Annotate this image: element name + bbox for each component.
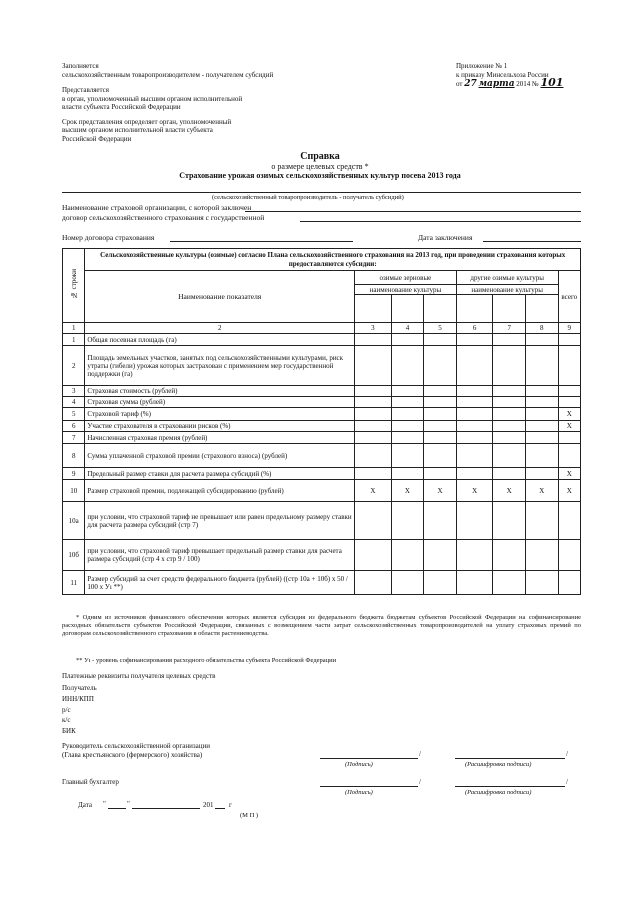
producer-caption: (сельскохозяйственный товаропроизводитель - получатель субсидий)	[212, 194, 404, 201]
value-cell[interactable]	[424, 540, 457, 571]
value-cell[interactable]	[424, 408, 457, 421]
accountant-signature-caption: (Подпись)	[345, 789, 373, 796]
value-cell[interactable]	[525, 334, 558, 346]
excluded-cell-mark: X	[456, 480, 493, 502]
value-cell[interactable]	[391, 571, 424, 595]
doc-subtitle: о размере целевых средств *	[271, 162, 369, 171]
table-row	[63, 408, 581, 421]
table-row	[63, 432, 581, 444]
accountant-label: Главный бухгалтер	[62, 778, 119, 786]
table-row	[63, 444, 581, 468]
row-number: 7	[63, 432, 85, 444]
slash: /	[419, 750, 421, 758]
value-cell[interactable]	[525, 432, 558, 444]
deadline-1: Срок представления определяет орган, уполномоченный	[62, 117, 232, 126]
row-number: 1	[63, 334, 85, 346]
value-cell[interactable]	[456, 386, 493, 397]
excluded-cell-mark: X	[558, 421, 580, 432]
value-cell[interactable]	[456, 334, 493, 346]
value-cell[interactable]	[391, 421, 424, 432]
value-cell[interactable]	[355, 408, 392, 421]
value-cell[interactable]	[391, 468, 424, 480]
submit-to-1: в орган, уполномоченный высшим органом исполнительной	[62, 94, 243, 103]
row-number: 10б	[63, 540, 85, 571]
year-label: 2014 №	[516, 80, 539, 88]
table-row	[63, 334, 581, 346]
value-cell[interactable]	[424, 468, 457, 480]
order-date-line	[456, 76, 606, 89]
header-right	[456, 62, 606, 89]
value-cell[interactable]	[558, 502, 580, 540]
value-cell[interactable]	[558, 540, 580, 571]
value-cell[interactable]	[456, 397, 493, 408]
year-prefix: 201	[203, 801, 214, 809]
excluded-cell-mark: X	[391, 480, 424, 502]
excluded-cell-mark: X	[558, 408, 580, 421]
row-indicator: Начисленная страховая премия (рублей)	[85, 432, 355, 444]
col-number: 8	[525, 323, 558, 334]
value-cell[interactable]	[391, 334, 424, 346]
value-cell[interactable]	[558, 346, 580, 386]
row-number: 3	[63, 386, 85, 397]
quote: "	[103, 800, 106, 808]
fill-by: сельскохозяйственным товаропроизводителем - получателем субсидий	[62, 70, 274, 79]
table-row	[63, 421, 581, 432]
value-cell[interactable]	[456, 408, 493, 421]
excluded-cell-mark: X	[493, 480, 526, 502]
row-indicator: Участие страхователя в страховании рисков (%)	[85, 421, 355, 432]
value-cell[interactable]	[355, 386, 392, 397]
value-cell[interactable]	[525, 571, 558, 595]
value-cell[interactable]	[355, 346, 392, 386]
appendix-label: Приложение № 1	[456, 62, 508, 70]
value-cell[interactable]	[493, 408, 526, 421]
insurer-line-1[interactable]	[245, 211, 581, 212]
head-label-1: Руководитель сельскохозяйственной организации	[62, 742, 210, 750]
value-cell[interactable]	[424, 346, 457, 386]
value-cell[interactable]	[391, 432, 424, 444]
value-cell[interactable]	[424, 444, 457, 468]
value-cell[interactable]	[355, 397, 392, 408]
head-signature-caption: (Подпись)	[345, 761, 373, 768]
row-indicator: Общая посевная площадь (га)	[85, 334, 355, 346]
row-number: 8	[63, 444, 85, 468]
inn-label: ИНН/КПП	[62, 695, 94, 703]
crop-name-header-2: наименование культуры	[456, 285, 558, 295]
value-cell[interactable]	[424, 421, 457, 432]
table-row	[63, 346, 581, 386]
value-cell[interactable]	[525, 540, 558, 571]
value-cell[interactable]	[558, 397, 580, 408]
col-number: 2	[85, 323, 355, 334]
excluded-cell-mark: X	[525, 480, 558, 502]
subsidy-table	[62, 248, 581, 595]
deadline-3: Российской Федерации	[62, 134, 132, 143]
value-cell[interactable]	[558, 571, 580, 595]
row-number: 2	[63, 346, 85, 386]
row-indicator: при условии, что страховой тариф превышает предельный размер ставки для расчета размера субсидий (стр 4 х стр 9 / 100)	[85, 540, 355, 571]
value-cell[interactable]	[355, 334, 392, 346]
footnote-1: * Одним из источников финансового обеспечения которых является субсидия из федерального бюджета бюджетам субъектов Российской Федерации на софинансирование расходных обязательств субъектов Российской Федерации, связанных с возмещением части затрат сельскохозяйственных товаропроизводителей на уплату страховых премий по договорам сельскохозяйственного страхования в области растениеводства.	[62, 614, 581, 637]
row-indicator: Страховая стоимость (рублей)	[85, 386, 355, 397]
producer-line[interactable]	[62, 192, 581, 193]
excluded-cell-mark: X	[558, 480, 580, 502]
slash: /	[566, 750, 568, 758]
value-cell[interactable]	[391, 408, 424, 421]
contract-date-label: Дата заключения	[418, 233, 473, 242]
other-winter-header: другие озимые культуры	[456, 271, 558, 285]
row-indicator: Страховой тариф (%)	[85, 408, 355, 421]
value-cell[interactable]	[525, 421, 558, 432]
rs-label: р/с	[62, 706, 71, 714]
value-cell[interactable]	[456, 502, 493, 540]
year-suffix: г	[229, 801, 232, 809]
value-cell[interactable]	[424, 397, 457, 408]
contract-date-line[interactable]	[483, 241, 581, 242]
accountant-decode-caption: (Расшифровка подписи)	[465, 789, 532, 796]
value-cell[interactable]	[493, 502, 526, 540]
value-cell[interactable]	[424, 334, 457, 346]
fill-label: Заполняется	[62, 62, 99, 70]
crop-cell[interactable]	[456, 295, 493, 323]
value-cell[interactable]	[558, 334, 580, 346]
value-cell[interactable]	[493, 421, 526, 432]
row-indicator: Сумма уплаченной страховой премии (страхового взноса) (рублей)	[85, 444, 355, 468]
value-cell[interactable]	[456, 571, 493, 595]
row-indicator: Размер страховой премии, подлежащей субсидированию (рублей)	[85, 480, 355, 502]
total-header: всего	[558, 271, 580, 323]
contract-number-line[interactable]	[170, 241, 353, 242]
slash: /	[419, 778, 421, 786]
value-cell[interactable]	[391, 444, 424, 468]
value-cell[interactable]	[355, 540, 392, 571]
col-number: 4	[391, 323, 424, 334]
excluded-cell-mark: X	[355, 480, 392, 502]
quote: "	[127, 800, 130, 808]
doc-title: Справка	[300, 151, 340, 162]
value-cell[interactable]	[493, 397, 526, 408]
col-number: 5	[424, 323, 457, 334]
row-number: 10а	[63, 502, 85, 540]
handwritten-number: 101	[540, 76, 564, 89]
row-number: 5	[63, 408, 85, 421]
value-cell[interactable]	[493, 468, 526, 480]
crop-name-header-1: наименование культуры	[355, 285, 457, 295]
value-cell[interactable]	[493, 334, 526, 346]
row-indicator: при условии, что страховой тариф не превышает или равен предельному размеру ставки для расчета размера субсидий (стр 7)	[85, 502, 355, 540]
value-cell[interactable]	[525, 346, 558, 386]
table-row	[63, 502, 581, 540]
requisites-title: Платежные реквизиты получателя целевых средств	[62, 672, 216, 680]
value-cell[interactable]	[493, 432, 526, 444]
value-cell[interactable]	[424, 386, 457, 397]
date-year-line[interactable]	[215, 808, 225, 809]
crop-cell[interactable]	[525, 295, 558, 323]
crop-cell[interactable]	[493, 295, 526, 323]
value-cell[interactable]	[493, 540, 526, 571]
col-number: 3	[355, 323, 392, 334]
row-no-header: № строки	[69, 269, 78, 300]
from-label: от	[456, 80, 463, 88]
bik-label: БИК	[62, 727, 76, 735]
crops-header: Сельскохозяйственные культуры (озимые) согласно Плана сельскохозяйственного страхования на 2013 год, при проведении страхования которых предоставляются субсидии:	[85, 249, 581, 271]
table-row	[63, 397, 581, 408]
row-indicator: Площадь земельных участков, занятых под сельскохозяйственными культурами, риск утраты (гибели) урожая которых застрахован с применением мер государственной поддержки (га)	[85, 346, 355, 386]
value-cell[interactable]	[493, 386, 526, 397]
value-cell[interactable]	[525, 468, 558, 480]
date-month-line[interactable]	[132, 808, 200, 809]
row-number: 6	[63, 421, 85, 432]
row-indicator: Размер субсидий за счет средств федерального бюджета (рублей) ((стр 10а + 10б) х 50 / 100 х Уı **)	[85, 571, 355, 595]
value-cell[interactable]	[391, 397, 424, 408]
contract-number-label: Номер договора страхования	[62, 233, 155, 242]
value-cell[interactable]	[558, 444, 580, 468]
crop-cell[interactable]	[355, 295, 392, 323]
col-number: 7	[493, 323, 526, 334]
indicator-header: Наименование показателя	[85, 271, 355, 323]
value-cell[interactable]	[456, 444, 493, 468]
value-cell[interactable]	[355, 444, 392, 468]
winter-grain-header: озимые зерновые	[355, 271, 457, 285]
crop-cell[interactable]	[424, 295, 457, 323]
row-no-header-cell	[63, 249, 85, 323]
stamp-label: (М П )	[240, 812, 259, 819]
insurer-label-1: Наименование страховой организации, с которой заключен	[62, 203, 252, 212]
value-cell[interactable]	[355, 432, 392, 444]
value-cell[interactable]	[391, 386, 424, 397]
excluded-cell-mark: X	[424, 480, 457, 502]
value-cell[interactable]	[424, 571, 457, 595]
row-indicator: Предельный размер ставки для расчета размера субсидий (%)	[85, 468, 355, 480]
value-cell[interactable]	[456, 432, 493, 444]
table-row	[63, 571, 581, 595]
insurer-line-2[interactable]	[300, 221, 581, 222]
date-day-line[interactable]	[108, 808, 126, 809]
value-cell[interactable]	[558, 432, 580, 444]
head-decode-line[interactable]	[455, 758, 565, 759]
row-number: 4	[63, 397, 85, 408]
col-number: 9	[558, 323, 580, 334]
column-numbers-row	[63, 323, 581, 334]
head-label-2: (Глава крестьянского (фермерского) хозяйства)	[62, 751, 203, 759]
accountant-signature-line[interactable]	[320, 786, 418, 787]
submit-label: Представляется	[62, 86, 109, 94]
value-cell[interactable]	[525, 397, 558, 408]
crop-cell[interactable]	[391, 295, 424, 323]
value-cell[interactable]	[456, 421, 493, 432]
doc-title-bold: Страхование урожая озимых сельскохозяйственных культур посева 2013 года	[179, 171, 461, 180]
value-cell[interactable]	[493, 444, 526, 468]
recipient-label: Получатель	[62, 684, 97, 692]
value-cell[interactable]	[525, 386, 558, 397]
value-cell[interactable]	[391, 540, 424, 571]
value-cell[interactable]	[456, 346, 493, 386]
table-row	[63, 468, 581, 480]
slash: /	[566, 778, 568, 786]
value-cell[interactable]	[424, 432, 457, 444]
head-decode-caption: (Расшифровка подписи)	[465, 761, 532, 768]
value-cell[interactable]	[391, 346, 424, 386]
value-cell[interactable]	[525, 502, 558, 540]
footnote-2: ** Уı - уровень софинансирования расходного обязательства субъекта Российской Федерации	[76, 657, 337, 664]
value-cell[interactable]	[525, 408, 558, 421]
value-cell[interactable]	[525, 444, 558, 468]
value-cell[interactable]	[355, 421, 392, 432]
deadline-2: высшим органом исполнительной власти субъекта	[62, 126, 213, 134]
table-row	[63, 480, 581, 502]
row-number: 10	[63, 480, 85, 502]
row-number: 11	[63, 571, 85, 595]
accountant-decode-line[interactable]	[455, 786, 565, 787]
handwritten-month: марта	[478, 79, 515, 89]
handwritten-day: 27	[464, 79, 477, 89]
table-row	[63, 386, 581, 397]
col-number: 1	[63, 323, 85, 334]
value-cell[interactable]	[558, 386, 580, 397]
value-cell[interactable]	[493, 346, 526, 386]
row-number: 9	[63, 468, 85, 480]
col-number: 6	[456, 323, 493, 334]
submit-to-2: власти субъекта Российской Федерации	[62, 103, 181, 111]
row-indicator: Страховая сумма (рублей)	[85, 397, 355, 408]
ks-label: к/с	[62, 716, 71, 724]
value-cell[interactable]	[355, 468, 392, 480]
table-row	[63, 540, 581, 571]
value-cell[interactable]	[391, 502, 424, 540]
value-cell[interactable]	[424, 502, 457, 540]
head-signature-line[interactable]	[320, 758, 418, 759]
header-left	[62, 62, 322, 143]
value-cell[interactable]	[355, 502, 392, 540]
order-label: к приказу Минсельхоза России	[456, 70, 549, 79]
insurer-label-2: договор сельскохозяйственного страхования с государственной	[62, 213, 265, 222]
value-cell[interactable]	[355, 571, 392, 595]
excluded-cell-mark: X	[558, 468, 580, 480]
date-label: Дата	[78, 801, 92, 809]
value-cell[interactable]	[493, 571, 526, 595]
value-cell[interactable]	[456, 468, 493, 480]
value-cell[interactable]	[456, 540, 493, 571]
